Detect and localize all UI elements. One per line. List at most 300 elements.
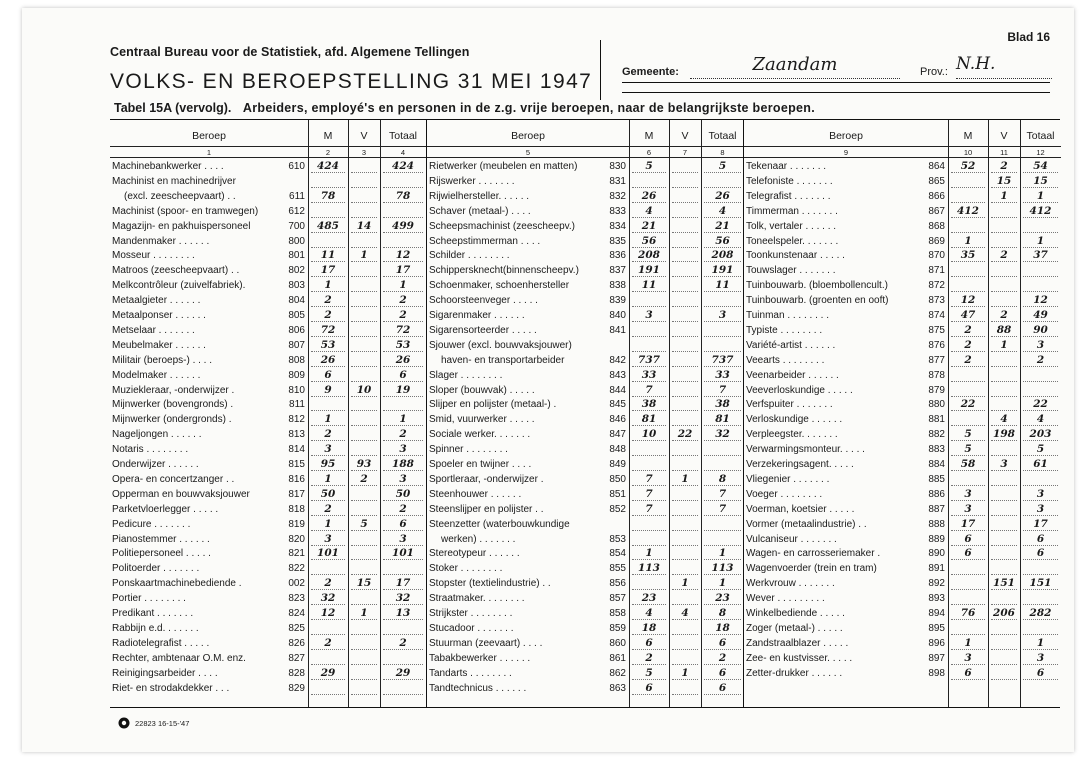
male-count: 113: [632, 562, 666, 575]
occupation-code: 880: [928, 399, 945, 411]
male-count: 4: [632, 607, 666, 620]
male-count: 3: [951, 652, 985, 665]
occupation-name: Melkcontrôleur (zuivelfabriek).: [112, 280, 246, 292]
female-count: [991, 294, 1017, 307]
male-count: 1: [951, 637, 985, 650]
male-count: 11: [311, 249, 345, 262]
occupation-name: Mandenmaker . . . . . .: [112, 235, 210, 247]
column-header-m: M: [963, 130, 973, 142]
male-count: [632, 518, 666, 531]
female-count: [672, 279, 698, 292]
table-row: [744, 622, 1061, 636]
table-row: [744, 398, 1061, 412]
column-header-beroep: Beroep: [511, 130, 545, 142]
male-count: 10: [632, 428, 666, 441]
table-row: [427, 473, 744, 487]
male-count: 12: [951, 294, 985, 307]
female-count: 1: [672, 577, 698, 590]
column-number: 12: [1036, 148, 1045, 157]
table-row: [744, 294, 1061, 308]
female-count: [991, 637, 1017, 650]
total-count: 4: [704, 205, 741, 218]
table-row: [427, 398, 744, 412]
table-row: [427, 309, 744, 323]
total-count: 15: [1023, 175, 1058, 188]
female-count: [351, 279, 377, 292]
total-count: [383, 652, 423, 665]
occupation-code: 803: [288, 280, 305, 292]
total-count: [383, 175, 423, 188]
occupation-code: 610: [288, 161, 305, 172]
female-count: 151: [991, 577, 1017, 590]
table-row: [744, 339, 1061, 353]
table-row: [110, 309, 426, 323]
table-row: [744, 637, 1061, 651]
table-row: [744, 607, 1061, 621]
female-count: 88: [991, 324, 1017, 337]
occupation-code: 821: [288, 548, 305, 560]
female-count: [351, 547, 377, 560]
total-count: 38: [704, 398, 741, 411]
female-count: [991, 369, 1017, 382]
male-count: 208: [632, 249, 666, 262]
occupation-name: Verpleegster. . . . . . .: [746, 429, 838, 441]
table-row: [427, 354, 744, 368]
header-separator: [110, 157, 426, 158]
female-count: [991, 443, 1017, 456]
female-count: [991, 354, 1017, 367]
occupation-code: 700: [288, 220, 305, 232]
occupation-name: Schippersknecht(binnenscheepv.): [429, 265, 579, 277]
table-row: [110, 220, 426, 234]
occupation-name: Slijper en polijster (metaal-) .: [429, 399, 557, 411]
table-row: [744, 354, 1061, 368]
occupation-name: Pianostemmer . . . . . .: [112, 533, 210, 545]
female-count: 93: [351, 458, 377, 471]
total-count: 1: [704, 577, 741, 590]
male-count: [311, 175, 345, 188]
male-count: [311, 682, 345, 695]
table-row: [110, 622, 426, 636]
occupation-name: Schaver (metaal-) . . . .: [429, 205, 531, 217]
table-row: [427, 652, 744, 666]
occupation-name: Sigarensorteerder . . . . .: [429, 324, 537, 336]
table-row: [427, 682, 744, 696]
male-count: [951, 369, 985, 382]
occupation-code: 868: [928, 220, 945, 232]
table-row: [744, 533, 1061, 547]
occupation-name: Straatmaker. . . . . . . .: [429, 593, 525, 605]
occupation-code: 825: [288, 622, 305, 634]
table-row: [427, 428, 744, 442]
female-count: [351, 667, 377, 680]
male-count: 52: [951, 160, 985, 173]
male-count: 3: [311, 443, 345, 456]
occupation-code: 836: [609, 250, 626, 262]
occupation-name: Matroos (zeescheepvaart) . .: [112, 265, 240, 277]
total-count: [383, 622, 423, 635]
occupation-code: 807: [288, 339, 305, 351]
total-count: 22: [1023, 398, 1058, 411]
total-count: 101: [383, 547, 423, 560]
province-field[interactable]: N.H.: [956, 54, 1052, 79]
occupation-name: Typiste . . . . . . . .: [746, 324, 823, 336]
total-count: 737: [704, 354, 741, 367]
table-row: [110, 443, 426, 457]
table-row: [110, 160, 426, 174]
total-count: 6: [704, 682, 741, 695]
total-count: 26: [704, 190, 741, 203]
occupation-name: Sjouwer (excl. bouwvaksjouwer): [429, 339, 572, 351]
occupation-code: 846: [609, 414, 626, 426]
occupation-code: 874: [928, 310, 945, 321]
female-count: [991, 518, 1017, 531]
occupation-name: Parketvloerlegger . . . . .: [112, 503, 219, 515]
occupation-name: Stereotypeur . . . . . .: [429, 548, 520, 560]
male-count: [311, 622, 345, 635]
male-count: 17: [311, 264, 345, 277]
occupation-name: Reinigingsarbeider . . . .: [112, 667, 218, 679]
total-count: 61: [1023, 458, 1058, 471]
occupation-name: Winkelbediende . . . . .: [746, 608, 845, 619]
table-row: [427, 264, 744, 278]
table-row: [110, 428, 426, 442]
occupation-name: Rijwielhersteller. . . . . .: [429, 190, 530, 202]
total-count: 282: [1023, 607, 1058, 620]
female-count: [351, 682, 377, 695]
print-footer: [118, 717, 189, 729]
female-count: [991, 667, 1017, 680]
total-count: 78: [383, 190, 423, 203]
table-row: [110, 279, 426, 293]
occupation-code: 884: [928, 459, 945, 470]
female-count: [672, 249, 698, 262]
total-count: 19: [383, 384, 423, 397]
occupation-name: Schoorsteenveger . . . . .: [429, 295, 538, 307]
occupation-name: Tuinman . . . . . . . .: [746, 310, 829, 321]
total-count: [383, 205, 423, 218]
occupation-code: 822: [288, 563, 305, 575]
occupation-name: Sportleraar, -onderwijzer .: [429, 473, 544, 485]
total-count: [704, 458, 741, 471]
table-row: [744, 264, 1061, 278]
male-count: 3: [951, 503, 985, 516]
total-count: 191: [704, 264, 741, 277]
male-count: 1: [311, 473, 345, 486]
occupation-name: Verloskundige . . . . . .: [746, 414, 843, 426]
occupation-code: 847: [609, 429, 626, 441]
female-count: [672, 324, 698, 337]
male-count: 424: [311, 160, 345, 173]
total-count: 21: [704, 220, 741, 233]
male-count: 1: [311, 413, 345, 426]
occupation-code: 833: [609, 205, 626, 217]
total-count: 7: [704, 384, 741, 397]
total-count: 3: [1023, 652, 1058, 665]
occupation-code: 839: [609, 295, 626, 307]
occupation-code: 883: [928, 444, 945, 456]
table-row: [427, 488, 744, 502]
table-row: [110, 235, 426, 249]
total-count: 13: [383, 607, 423, 620]
column-number: 6: [646, 148, 652, 157]
total-count: 6: [383, 369, 423, 382]
column-header-totaal: Totaal: [708, 130, 737, 142]
occupation-code: 875: [928, 324, 945, 336]
female-count: 22: [672, 428, 698, 441]
total-count: [383, 682, 423, 695]
female-count: [991, 622, 1017, 635]
occupation-name: Voeger . . . . . . . .: [746, 488, 823, 500]
occupation-name: Veenarbeider . . . . . .: [746, 369, 839, 381]
occupation-code: 865: [928, 175, 945, 187]
male-count: [951, 473, 985, 486]
occupation-name: Variété-artist . . . . . .: [746, 339, 836, 351]
female-count: [672, 488, 698, 501]
total-count: 188: [383, 458, 423, 471]
male-count: [951, 413, 985, 426]
male-count: 6: [311, 369, 345, 382]
female-count: [351, 413, 377, 426]
occupation-code: 814: [288, 444, 305, 456]
total-count: 151: [1023, 577, 1058, 590]
total-count: 7: [704, 503, 741, 516]
occupation-code: 840: [609, 310, 626, 321]
table-block-2: [426, 120, 744, 707]
occupation-name: Portier . . . . . . . .: [112, 593, 186, 605]
total-count: 32: [383, 592, 423, 605]
male-count: [632, 294, 666, 307]
column-header-v: V: [360, 130, 368, 142]
occupation-code: 823: [288, 593, 305, 605]
total-count: [704, 324, 741, 337]
table-row: [744, 309, 1061, 323]
table-row: [427, 607, 744, 621]
occupation-name: Timmerman . . . . . . .: [746, 205, 838, 217]
total-count: 2: [704, 652, 741, 665]
table-row: [427, 369, 744, 383]
female-count: [351, 622, 377, 635]
table-description: Arbeiders, employé's en personen in de z.g. vrije beroepen, naar de belangrijkste beroepen.: [242, 101, 815, 115]
table-row: [744, 592, 1061, 606]
female-count: [991, 533, 1017, 546]
total-count: [1023, 369, 1058, 382]
occupation-code: 850: [609, 473, 626, 485]
male-count: [632, 533, 666, 546]
table-row: [744, 562, 1061, 576]
male-count: 2: [311, 294, 345, 307]
table-row: [744, 488, 1061, 502]
male-count: [632, 577, 666, 590]
table-row: [744, 577, 1061, 591]
male-count: 6: [951, 667, 985, 680]
occupation-code: 002: [288, 578, 305, 590]
male-count: 1: [951, 235, 985, 248]
occupation-code: 861: [609, 652, 626, 664]
column-number: 3: [361, 148, 367, 157]
female-count: [991, 235, 1017, 248]
occupation-name: Wagenvoerder (trein en tram): [746, 563, 877, 575]
male-count: 3: [632, 309, 666, 322]
occupation-name: Tuinbouwarb. (groenten en ooft): [746, 295, 889, 307]
table-row: [427, 175, 744, 189]
male-count: 2: [632, 652, 666, 665]
total-count: [704, 443, 741, 456]
occupation-name: Sigarenmaker . . . . . .: [429, 310, 525, 321]
total-count: 6: [1023, 533, 1058, 546]
female-count: [351, 562, 377, 575]
total-count: 6: [383, 518, 423, 531]
occupation-name: Slager . . . . . . . .: [429, 369, 503, 381]
table-row: [110, 607, 426, 621]
table-row: [744, 249, 1061, 263]
occupation-name: Stopster (textielindustrie) . .: [429, 578, 551, 590]
female-count: [672, 235, 698, 248]
occupation-name: Mijnwerker (ondergronds) .: [112, 414, 232, 426]
female-count: [672, 562, 698, 575]
occupation-code: 876: [928, 339, 945, 351]
table-row: [427, 384, 744, 398]
male-count: 18: [632, 622, 666, 635]
male-count: 1: [311, 518, 345, 531]
occupation-name: Metselaar . . . . . . .: [112, 324, 195, 336]
column-header-v: V: [681, 130, 689, 142]
male-count: [311, 652, 345, 665]
column-number: 1: [206, 148, 212, 157]
total-count: [704, 339, 741, 352]
occupation-code: 832: [609, 190, 626, 202]
male-count: 11: [632, 279, 666, 292]
female-count: [672, 622, 698, 635]
male-count: [311, 235, 345, 248]
male-count: 5: [632, 667, 666, 680]
occupation-code: 860: [609, 637, 626, 649]
occupation-code: 827: [288, 652, 305, 664]
female-count: [351, 294, 377, 307]
occupation-code: 873: [928, 295, 945, 307]
occupation-code: 810: [288, 384, 305, 396]
occupation-name: Telefoniste . . . . . . .: [746, 175, 833, 187]
occupation-code: 892: [928, 578, 945, 590]
male-count: 5: [632, 160, 666, 173]
form-title: VOLKS- EN BEROEPSTELLING 31 MEI 1947: [110, 70, 593, 93]
occupation-name: Spoeler en twijner . . . .: [429, 459, 532, 470]
header-rule: [622, 82, 1050, 83]
male-count: 56: [632, 235, 666, 248]
male-count: [632, 339, 666, 352]
occupation-code: 852: [609, 503, 626, 515]
total-count: 1: [704, 547, 741, 560]
female-count: [672, 369, 698, 382]
table-row: [110, 518, 426, 532]
table-row: [110, 413, 426, 427]
female-count: [991, 398, 1017, 411]
occupation-name: Stoker . . . . . . . .: [429, 563, 503, 575]
male-count: 50: [311, 488, 345, 501]
male-count: 5: [951, 428, 985, 441]
occupation-name: Tandtechnicus . . . . . .: [429, 682, 527, 694]
printer-logo-icon: [118, 717, 130, 729]
occupation-code: 838: [609, 280, 626, 292]
occupation-name: Machinebankwerker . . . .: [112, 161, 224, 172]
occupation-name: Mijnwerker (bovengronds) .: [112, 399, 234, 411]
male-count: 485: [311, 220, 345, 233]
male-count: 38: [632, 398, 666, 411]
occupation-code: 835: [609, 235, 626, 247]
total-count: [1023, 592, 1058, 605]
total-count: 90: [1023, 324, 1058, 337]
female-count: [672, 220, 698, 233]
female-count: 1: [991, 190, 1017, 203]
male-count: [951, 279, 985, 292]
total-count: 18: [704, 622, 741, 635]
table-row: [110, 354, 426, 368]
male-count: 23: [632, 592, 666, 605]
occupation-name: Zoger (metaal-) . . . . .: [746, 622, 843, 634]
occupation-name: Metaalgieter . . . . . .: [112, 295, 201, 307]
occupation-code: 866: [928, 190, 945, 202]
occupation-name: Verzekeringsagent. . . . .: [746, 459, 854, 470]
total-count: 11: [704, 279, 741, 292]
female-count: 10: [351, 384, 377, 397]
form-header: [110, 40, 601, 100]
female-count: [991, 592, 1017, 605]
occupation-name: Tabakbewerker . . . . . .: [429, 652, 531, 664]
occupation-code: 804: [288, 295, 305, 307]
total-count: [1023, 562, 1058, 575]
male-count: 3: [951, 488, 985, 501]
occupation-code: 896: [928, 637, 945, 649]
table-row: [110, 652, 426, 666]
table-row: [427, 637, 744, 651]
female-count: 15: [351, 577, 377, 590]
occupation-code: 871: [928, 265, 945, 277]
occupation-name: Opera- en concertzanger . .: [112, 473, 235, 485]
total-count: 3: [383, 443, 423, 456]
male-count: 32: [311, 592, 345, 605]
occupation-name: Militair (beroeps-) . . . .: [112, 354, 213, 366]
table-row: [110, 682, 426, 696]
gemeente-field[interactable]: Zaandam: [690, 54, 900, 79]
table-row: [744, 384, 1061, 398]
column-number: 7: [682, 148, 688, 157]
occupation-code: 885: [928, 473, 945, 485]
female-count: [672, 592, 698, 605]
occupation-code: 844: [609, 384, 626, 396]
male-count: 4: [632, 205, 666, 218]
male-count: 191: [632, 264, 666, 277]
table-row: [110, 384, 426, 398]
female-count: [991, 279, 1017, 292]
female-count: [672, 398, 698, 411]
occupation-name: Steenzetter (waterbouwkundige: [429, 518, 570, 530]
total-count: [704, 175, 741, 188]
total-count: 3: [1023, 503, 1058, 516]
total-count: 56: [704, 235, 741, 248]
male-count: 17: [951, 518, 985, 531]
occupation-code: 887: [928, 503, 945, 515]
occupation-code: 863: [609, 682, 626, 694]
table-row: [110, 339, 426, 353]
female-count: 2: [991, 160, 1017, 173]
occupation-code: 853: [609, 533, 626, 545]
table-row: [110, 592, 426, 606]
total-count: [704, 533, 741, 546]
total-count: 53: [383, 339, 423, 352]
occupation-code: 854: [609, 548, 626, 560]
female-count: 1: [672, 473, 698, 486]
total-count: 3: [704, 309, 741, 322]
